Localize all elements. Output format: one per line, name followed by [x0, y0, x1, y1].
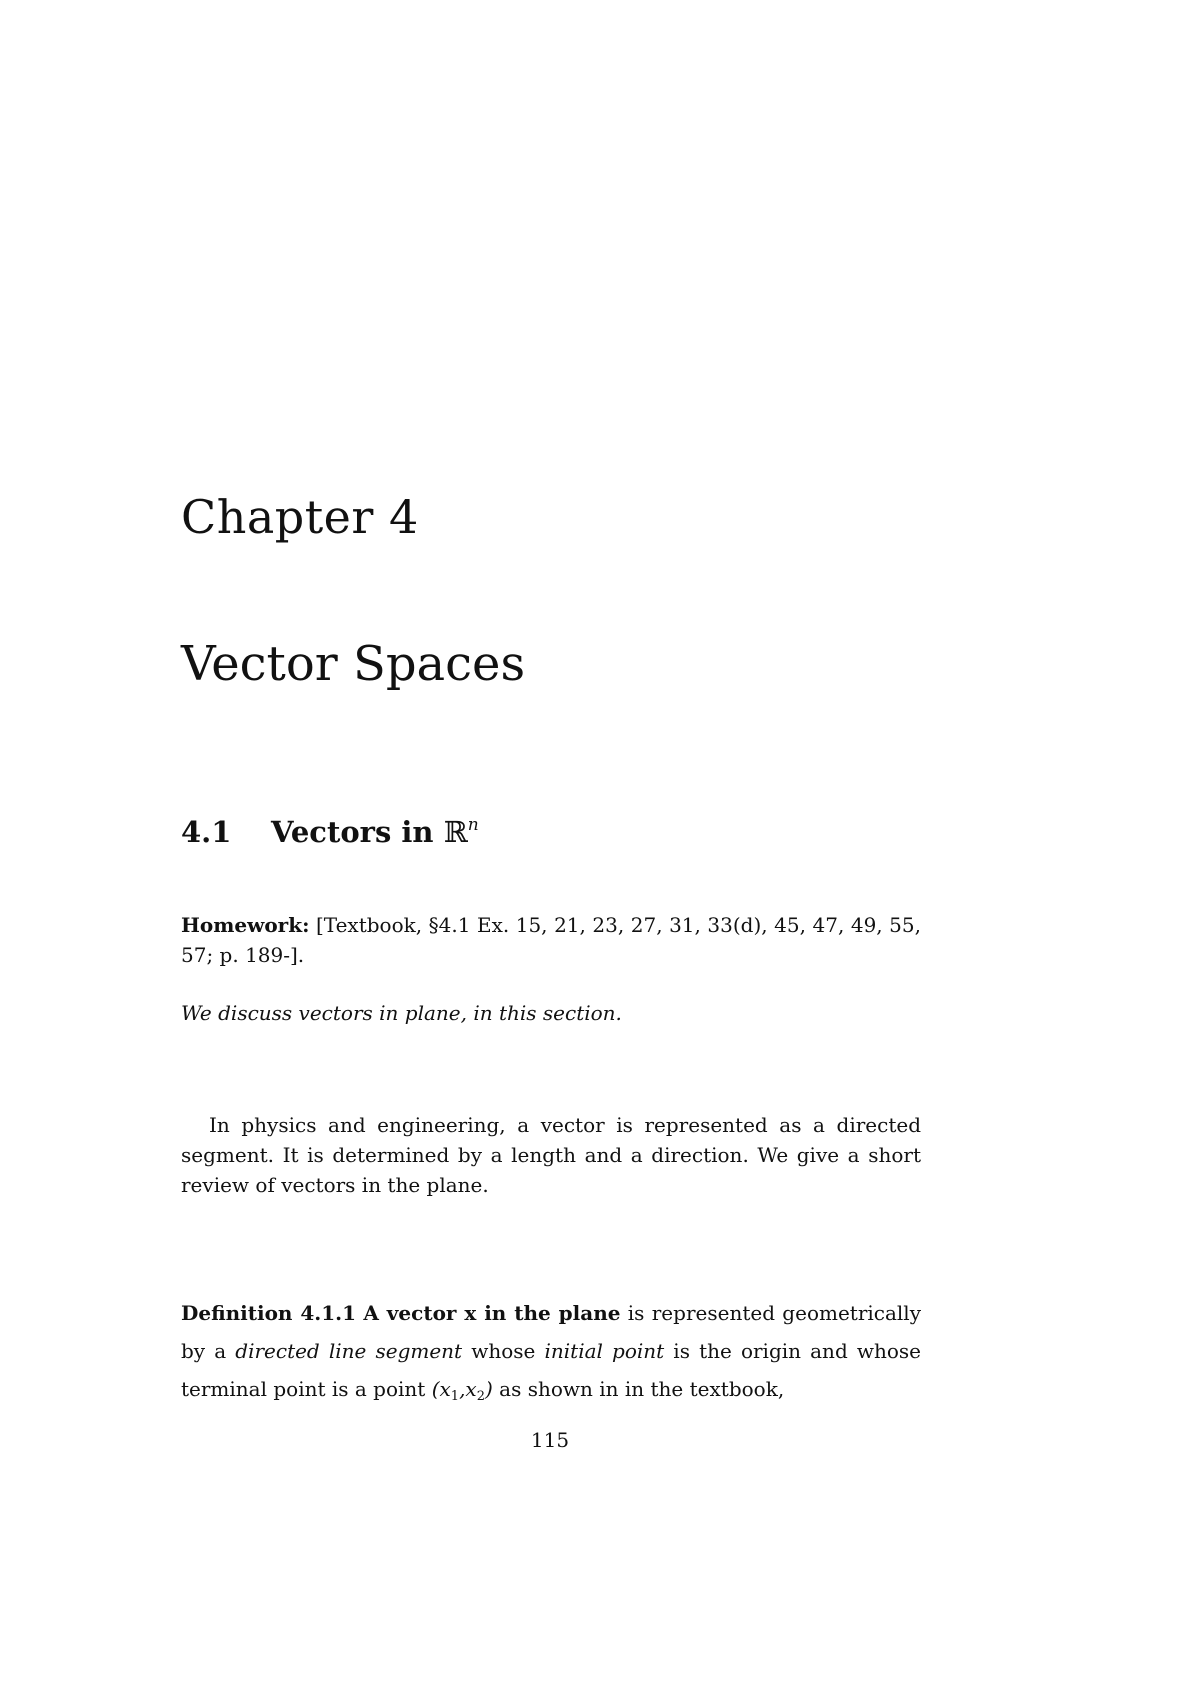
- homework-label: Homework:: [181, 913, 310, 937]
- math-var: x: [465, 1377, 477, 1401]
- homework-text: [Textbook, §4.1 Ex. 15, 21, 23, 27, 31, 33(d), 45, 47, 49, 55, 57; p. 189-].: [181, 913, 921, 967]
- math-comma: ,: [459, 1377, 466, 1401]
- chapter-title: Vector Spaces: [181, 636, 526, 692]
- section-number: 4.1: [181, 815, 232, 849]
- definition-text: whose: [462, 1339, 545, 1363]
- definition-term: initial point: [544, 1339, 665, 1363]
- homework-paragraph: [181, 910, 921, 970]
- definition-text: as shown in in the textbook,: [492, 1377, 785, 1401]
- body-paragraph: In physics and engineering, a vector is represented as a directed segment. It is determined by a length and a direction. We give a short review of vectors in the plane.: [181, 1113, 921, 1197]
- definition-paragraph: [181, 1294, 921, 1416]
- chapter-label: Chapter 4: [181, 490, 419, 544]
- math-subscript: 2: [476, 1389, 485, 1404]
- definition-text: is represented geometrically by a: [181, 1301, 921, 1363]
- math-var: x: [439, 1377, 451, 1401]
- definition-label: Definition 4.1.1: [181, 1301, 357, 1325]
- definition-text: is the origin and whose terminal point is a point: [181, 1339, 921, 1401]
- section-heading: [181, 817, 479, 847]
- math-paren: (: [431, 1377, 440, 1401]
- point-math: [431, 1377, 493, 1404]
- intro-sentence: We discuss vectors in plane, in this section.: [181, 1001, 622, 1025]
- section-title: Vectors in: [271, 815, 444, 849]
- math-paren: ): [484, 1377, 493, 1401]
- real-numbers-symbol: ℝ: [443, 815, 468, 849]
- definition-term: directed line segment: [235, 1339, 463, 1363]
- section-superscript: n: [467, 815, 479, 835]
- math-subscript: 1: [450, 1389, 460, 1404]
- definition-bold-phrase: A vector x in the plane: [363, 1301, 621, 1325]
- page-number: 115: [530, 1428, 570, 1452]
